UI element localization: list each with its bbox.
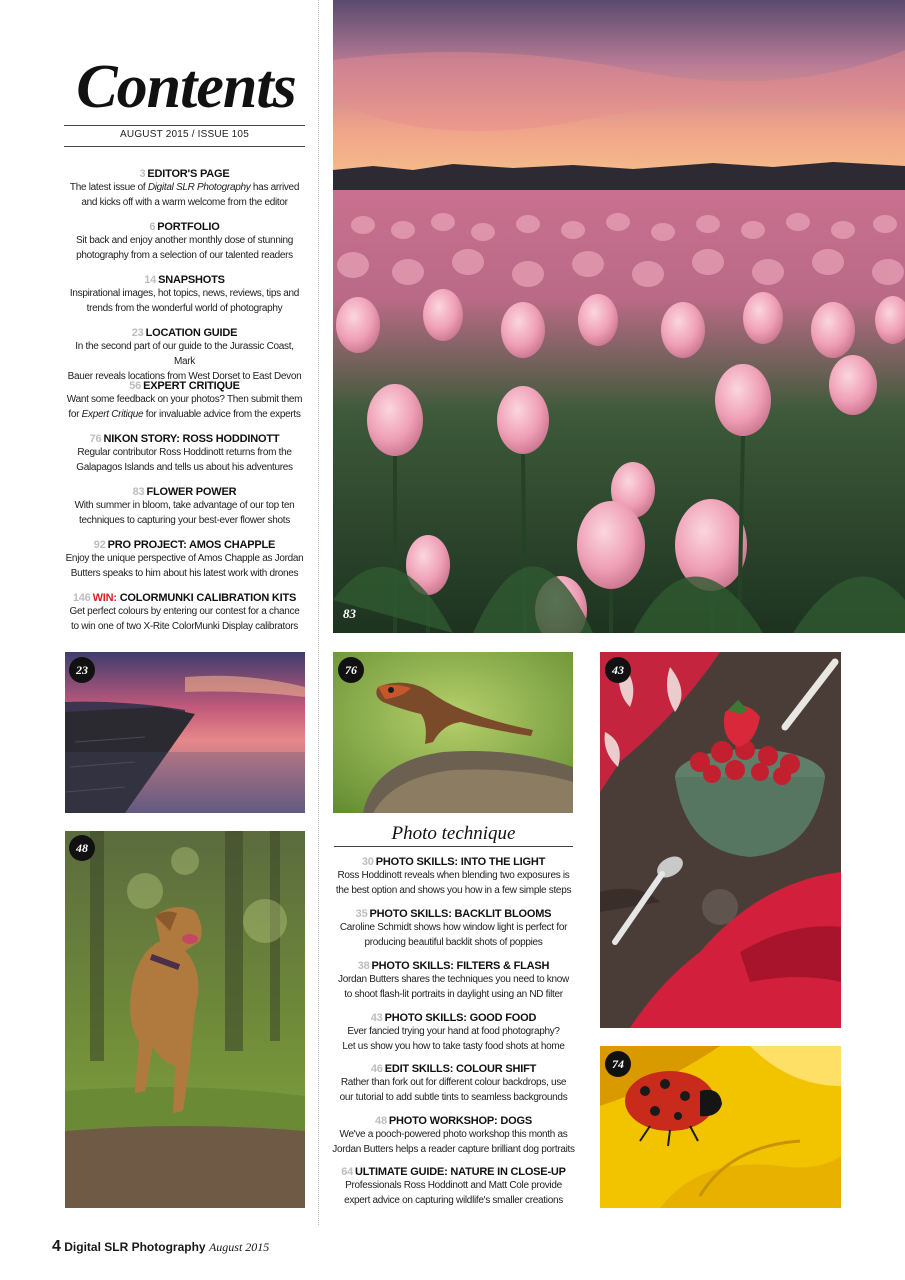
technique-entry[interactable] [330, 1012, 577, 1054]
entry-heading: ULTIMATE GUIDE: NATURE IN CLOSE-UP [355, 1166, 566, 1178]
page-number: 23 [131, 327, 144, 339]
entry-heading: EXPERT CRITIQUE [143, 380, 240, 392]
entry-description: The latest issue of Digital SLR Photography has arrived [69, 182, 300, 193]
page-number: 38 [357, 960, 370, 972]
entry-description: and kicks off with a warm welcome from the editor [81, 197, 288, 208]
entry-description: Want some feedback on your photos? Then submit them [66, 394, 303, 405]
photo-page-badge: 43 [605, 657, 631, 683]
entry-description: Inspirational images, hot topics, news, reviews, tips and [69, 288, 300, 299]
page-number: 64 [341, 1166, 354, 1178]
page-number: 35 [355, 908, 368, 920]
entry-description: With summer in bloom, take advantage of our top ten [74, 500, 295, 511]
entry-description: to shoot flash-lit portraits in daylight using an ND filter [344, 989, 563, 1000]
entry-description: Bauer reveals locations from West Dorset to East Devon [67, 371, 302, 382]
entry-description: Regular contributor Ross Hoddinott returns from the [77, 447, 292, 458]
entry-description: Jordan Butters helps a reader capture brilliant dog portraits [332, 1144, 575, 1155]
page-number: 48 [375, 1115, 387, 1127]
page-number: 43 [370, 1012, 383, 1024]
entry-description: Ross Hoddinott reveals when blending two exposures is [337, 870, 570, 881]
entry-description: Butters speaks to him about his latest work with drones [70, 568, 299, 579]
page-number: 83 [132, 486, 145, 498]
contents-entry-win-colormunki[interactable] [64, 592, 305, 634]
entry-heading: SNAPSHOTS [158, 274, 225, 286]
entry-description: Enjoy the unique perspective of Amos Chapple as Jordan [65, 553, 304, 564]
technique-entry[interactable] [330, 908, 577, 950]
entry-description: Let us show you how to take tasty food shots at home [342, 1041, 565, 1052]
entry-description: Jordan Butters shares the techniques you need to know [338, 974, 569, 985]
entry-description: Get perfect colours by entering our contest for a chance [69, 606, 300, 617]
page-number: 6 [149, 221, 156, 233]
photo-page-number: 83 [343, 606, 356, 621]
column-divider [318, 0, 319, 1225]
entry-description: Rather than fork out for different colour backdrops, use [340, 1077, 567, 1088]
entry-heading: EDITOR'S PAGE [147, 168, 230, 180]
entry-description: We've a pooch-powered photo workshop this month as [339, 1129, 568, 1140]
entry-description: In the second part of our guide to the Jurassic Coast, Mark [75, 341, 294, 367]
issue-line: AUGUST 2015 / ISSUE 105 [120, 129, 249, 140]
entry-description: the best option and shows you how in a few simple steps [335, 885, 572, 896]
photo-page-badge: 74 [605, 1051, 631, 1077]
contents-entry-pro-project[interactable] [64, 539, 305, 581]
issue-date: August 2015 [208, 1240, 270, 1254]
folio-number: 4 [52, 1238, 61, 1255]
page-number: 46 [370, 1063, 383, 1075]
photo-technique-title: Photo technique [391, 823, 516, 844]
running-dog-photo[interactable] [65, 831, 305, 1208]
page-number: 146 [72, 592, 91, 604]
page-number: 56 [129, 380, 142, 392]
contents-entry-flower-power[interactable] [64, 486, 305, 528]
contents-entry-nikon-story[interactable] [64, 433, 305, 475]
ladybird-photo[interactable] [600, 1046, 841, 1208]
entry-description: photography from a selection of our talented readers [76, 250, 293, 261]
entry-description: Caroline Schmidt shows how window light is perfect for [339, 922, 568, 933]
entry-heading: EDIT SKILLS: COLOUR SHIFT [384, 1063, 537, 1075]
entry-heading: FLOWER POWER [146, 486, 237, 498]
entry-description: expert advice on capturing wildlife's smaller creations [344, 1195, 563, 1206]
entry-description: for Expert Critique for invaluable advice from the experts [68, 409, 301, 420]
jurassic-coast-photo[interactable] [65, 652, 305, 813]
title-rule-top [64, 125, 305, 126]
contents-entry-portfolio[interactable] [64, 221, 305, 263]
contents-entry-editors-page[interactable] [64, 168, 305, 210]
entry-heading: PHOTO SKILLS: BACKLIT BLOOMS [369, 908, 552, 920]
page-number: 14 [144, 274, 157, 286]
technique-entry[interactable] [330, 1166, 577, 1208]
page-number: 76 [89, 433, 102, 445]
technique-entry[interactable] [330, 856, 577, 898]
photo-page-badge: 23 [69, 657, 95, 683]
photo-technique-rule [334, 846, 573, 847]
entry-heading: COLORMUNKI CALIBRATION KITS [119, 592, 297, 604]
page-footer [52, 1238, 269, 1256]
entry-description: Ever fancied trying your hand at food photography? [347, 1026, 560, 1037]
berry-bowl-photo[interactable] [600, 652, 841, 1028]
entry-heading: PHOTO WORKSHOP: DOGS [388, 1115, 532, 1127]
photo-page-badge: 48 [69, 835, 95, 861]
entry-description: producing beautiful backlit shots of poppies [364, 937, 543, 948]
entry-heading: PORTFOLIO [157, 221, 220, 233]
magazine-name: Digital SLR Photography [64, 1240, 206, 1254]
entry-description: to win one of two X-Rite ColorMunki Display calibrators [71, 621, 298, 632]
photo-page-badge: 76 [338, 657, 364, 683]
page-number: 3 [139, 168, 146, 180]
entry-heading: PRO PROJECT: AMOS CHAPPLE [107, 539, 276, 551]
technique-entry[interactable] [330, 1115, 577, 1157]
entry-heading: NIKON STORY: ROSS HODDINOTT [103, 433, 280, 445]
lava-lizard-photo[interactable] [333, 652, 573, 813]
entry-description: techniques to capturing your best-ever flower shots [79, 515, 290, 526]
win-label: WIN: [92, 592, 117, 604]
technique-entry[interactable] [330, 1063, 577, 1105]
page-title: Contents [76, 53, 296, 121]
entry-heading: PHOTO SKILLS: INTO THE LIGHT [375, 856, 546, 868]
entry-description: Galapagos Islands and tells us about his adventures [76, 462, 293, 473]
entry-heading: LOCATION GUIDE [145, 327, 238, 339]
contents-entry-snapshots[interactable] [64, 274, 305, 316]
page-number: 30 [361, 856, 374, 868]
entry-heading: PHOTO SKILLS: GOOD FOOD [384, 1012, 537, 1024]
tulip-field-photo[interactable] [333, 0, 905, 633]
page-number: 92 [93, 539, 106, 551]
technique-entry[interactable] [330, 960, 577, 1002]
entry-description: Professionals Ross Hoddinott and Matt Cole provide [345, 1180, 562, 1191]
title-rule-bottom [64, 146, 305, 147]
entry-description: our tutorial to add subtle tints to seamless backgrounds [339, 1092, 568, 1103]
entry-heading: PHOTO SKILLS: FILTERS & FLASH [371, 960, 550, 972]
contents-entry-expert-critique[interactable] [64, 380, 305, 422]
entry-description: trends from the wonderful world of photography [86, 303, 283, 314]
contents-entry-location-guide[interactable] [64, 327, 305, 384]
entry-description: Sit back and enjoy another monthly dose of stunning [75, 235, 294, 246]
